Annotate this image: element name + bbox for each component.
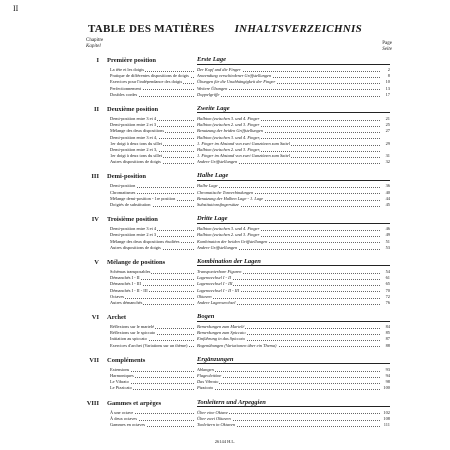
entry-title-de: Halbton (zwischen 2. und 3. Finger, [197, 147, 380, 153]
toc-section [90, 105, 390, 173]
page-title [0, 19, 450, 37]
entry-page-number: 102 [380, 410, 390, 416]
entry-page-number: 100 [380, 385, 390, 391]
section-title-fr: Demi-position [107, 173, 146, 181]
entry-page-number: 49 [380, 232, 390, 238]
section-title-de: Zweite Lage [197, 105, 390, 114]
entry-title-fr: Demi-position entre 3 et 4, [110, 135, 194, 141]
entry-title-de: Über eine Oktave [197, 410, 380, 416]
section-number: IV [91, 216, 99, 224]
entry-page-number: 93 [380, 367, 390, 373]
entry-title-de: Ablangen [197, 367, 380, 373]
entry-title-fr: Perfectionnement [110, 86, 194, 92]
entry-title-de: Halbe Lage [197, 183, 380, 189]
entry-title-de: Tonleitern in Oktaven [197, 422, 380, 428]
entry-page-number: 36 [380, 183, 390, 189]
entry-page-number: 72 [380, 294, 390, 300]
section-title-fr: Archet [107, 314, 127, 322]
entry-page-number: 65 [380, 281, 390, 287]
section-number: V [94, 258, 99, 266]
entry-page-number: 94 [380, 373, 390, 379]
section-number: II [93, 105, 99, 113]
entry-page-number: 85 [380, 330, 390, 336]
entry-page-number: 98 [380, 379, 390, 385]
entry-page-number: 108 [380, 416, 390, 422]
entry-page-number: 10 [380, 79, 390, 85]
toc-entry [90, 92, 390, 98]
entry-title-de: Lagenwechsel I - III [197, 281, 380, 287]
entry-title-fr: Initiation au spiccato [110, 336, 194, 342]
toc-entry [90, 245, 390, 251]
entry-title-de: Bogenübungen (Variationen über ein Thema) [197, 343, 380, 349]
entry-title-de: Pizzicato [197, 385, 380, 391]
entry-page-number: 45 [380, 202, 390, 208]
entry-page-number: 32 [380, 159, 390, 165]
entry-title-fr: Doubles cordes [110, 92, 194, 98]
section-title-fr: Première position [107, 57, 157, 64]
entry-title-fr: 1er doigt à deux tons du sillet [110, 141, 194, 147]
toc-entry [90, 385, 390, 391]
section-title-fr: Compléments [107, 356, 146, 364]
toc-section [90, 313, 390, 356]
entry-title-fr: Réflexions sur le spiccato [110, 330, 194, 336]
section-number: VI [91, 314, 99, 322]
chapter-label-fr: Chapitre [86, 38, 104, 43]
entry-title-de: Einführung in das Spiccato [197, 336, 380, 342]
section-title-de: Tonleitern und Arpeggien [197, 399, 390, 408]
section-number: VII [89, 356, 99, 364]
toc-entry [90, 422, 390, 428]
entry-title-de: Kombination der beiden Griffstellungen [197, 239, 380, 245]
entry-title-fr: Demi-position [110, 183, 194, 189]
entry-page-number: 21 [380, 116, 390, 122]
entry-title-fr: Démanchés I - II - III [110, 288, 194, 294]
entry-title-de: Über zwei Oktaven [197, 416, 380, 422]
entry-page-number: 88 [380, 343, 390, 349]
section-title-de: Dritte Lage [197, 215, 390, 224]
entry-title-fr: La tête et les doigts [110, 67, 194, 73]
section-heading [90, 258, 390, 269]
entry-page-number: 29 [380, 141, 390, 147]
toc-section [90, 172, 390, 215]
entry-title-de: Substitutionsfingersätze [197, 202, 380, 208]
chapter-column-header [86, 38, 103, 50]
entry-title-fr: Autres démanchés [110, 300, 194, 306]
entry-title-de: Halbton (zwischen 2. und 3. Finger [197, 122, 380, 128]
page-label-fr: Page [382, 41, 392, 46]
toc-entry [90, 300, 390, 306]
entry-title-fr: Démanchés I - III [110, 281, 194, 287]
entry-page-number: 8 [380, 73, 390, 79]
entry-page-number: 87 [380, 336, 390, 342]
entry-title-de: Halbton (zwischen 2. und 3. Finger [197, 232, 380, 238]
toc-section [86, 398, 390, 429]
toc-section [90, 356, 390, 399]
entry-page-number: 51 [380, 239, 390, 245]
entry-title-fr: Mélange des deux dispositions étudiées [110, 239, 194, 245]
entry-title-fr: Démanchés I - II [110, 275, 194, 281]
entry-title-fr: Autres dispositions de doigts [110, 159, 194, 165]
title-german: INHALTSVERZEICHNIS [234, 23, 363, 35]
entry-page-number: 17 [380, 92, 390, 98]
entry-title-fr: À deux octaves [110, 416, 194, 422]
toc-section [90, 56, 390, 105]
entry-title-fr: Le Vibrato [110, 379, 194, 385]
entry-title-de: Benutzung der Halben Lage - 1. Lage [197, 196, 380, 202]
entry-title-de: Andere Griffstellungen [197, 159, 380, 165]
section-heading [90, 313, 390, 324]
page-column-header [372, 41, 392, 53]
chapter-label-de: Kapitel [86, 44, 101, 49]
entry-title-de: Der Kopf und die Finger [197, 67, 380, 73]
toc-section [90, 215, 390, 258]
entry-title-fr: Demi-position entre 2 et 3 [110, 122, 194, 128]
entry-title-de: Oktaven [197, 294, 380, 300]
section-title-fr: Troisième position [107, 216, 158, 224]
page-number: II [13, 4, 19, 13]
section-heading [90, 56, 390, 67]
entry-title-fr: Réflexions sur le martelé [110, 324, 194, 330]
entry-title-de: Andere Lagenwechsel [197, 300, 380, 306]
entry-title-fr: Mélange demi-position - 1re position [110, 196, 194, 202]
entry-page-number: 76 [380, 300, 390, 306]
section-title-fr: Deuxième position [107, 105, 159, 113]
toc-entry [90, 202, 390, 208]
entry-title-fr: Mélange des deux dispositions [110, 128, 194, 134]
section-title-fr: Gammes et arpèges [107, 399, 162, 407]
entry-title-fr: 1er doigt à deux tons du sillet [110, 153, 194, 159]
entry-title-de: Bemerkungen zum Spiccato [197, 330, 380, 336]
section-heading [90, 215, 390, 226]
entry-title-de: Flageolettöne [197, 373, 380, 379]
entry-title-fr: Demi-position entre 2 et 3, [110, 147, 194, 153]
entry-title-de: Das Vibrato [197, 379, 380, 385]
entry-page-number: 13 [380, 86, 390, 92]
entry-title-fr: Exercices pour l'indépendance des doigts [110, 79, 194, 85]
entry-page-number: 111 [380, 422, 390, 428]
entry-title-fr: Schémas transposables [110, 269, 194, 275]
footer-plate-number: 26144 H.L. [214, 439, 236, 444]
entry-page-number: 40 [380, 190, 390, 196]
entry-title-de: Halbton (zwischen 3. und 4. Finger [197, 226, 380, 232]
entry-title-de: Halbton (zwischen 3. und 4. Finger, [197, 135, 380, 141]
entry-title-de: Doppelgriffe [197, 92, 380, 98]
entry-page-number: 25 [380, 122, 390, 128]
entry-title-fr: Harmoniques [110, 373, 194, 379]
entry-title-de: 1. Finger im Abstand von zwei Ganztönen zum Sattel [197, 153, 380, 159]
section-number: VIII [86, 399, 99, 407]
entry-title-de: Übungen für die Unabhängigkeit der Finger [197, 79, 380, 85]
section-number: III [91, 173, 99, 181]
entry-page-number: 31 [380, 153, 390, 159]
section-heading [86, 398, 390, 410]
page-label-de: Seite [382, 47, 392, 52]
entry-page-number: 61 [380, 275, 390, 281]
entry-title-de: Benutzung der beiden Griffstellungen [197, 128, 380, 134]
entry-title-de: Lagenwechsel I - II - III [197, 288, 380, 294]
table-of-contents [86, 56, 390, 428]
toc-entry [90, 343, 390, 349]
entry-title-fr: Demi-position entre 3 et 4 [110, 226, 194, 232]
entry-title-fr: Doigtés de substitution [110, 202, 194, 208]
section-heading [90, 105, 390, 116]
entry-title-fr: Octaves [110, 294, 194, 300]
section-heading [90, 356, 390, 367]
entry-title-fr: Demi-position entre 2 et 3 [110, 232, 194, 238]
entry-title-fr: Autres dispositions de doigts [110, 245, 194, 251]
entry-page-number: 54 [380, 269, 390, 275]
entry-title-fr: À une octave [110, 410, 194, 416]
entry-page-number: 2 [380, 67, 390, 73]
entry-title-de: Bemerkungen zum Martelé [197, 324, 380, 330]
section-number: I [96, 57, 99, 64]
entry-title-fr: Pratique de différentes dispositions de doigts [110, 73, 194, 79]
entry-title-de: 1. Finger im Abstand von zwei Ganztönen zum Sattel [197, 141, 380, 147]
entry-page-number: 70 [380, 288, 390, 294]
toc-section [90, 258, 390, 313]
entry-page-number: 53 [380, 245, 390, 251]
section-title-fr: Mélange de positions [107, 258, 166, 266]
section-heading [90, 172, 390, 183]
entry-title-fr: Extensions [110, 367, 194, 373]
section-title-de: Kombination der Lagen [197, 258, 390, 267]
entry-page-number: 44 [380, 196, 390, 202]
entry-title-fr: Demi-position entre 3 et 4 [110, 116, 194, 122]
section-title-de: Erste Lage [197, 56, 390, 65]
toc-entry [90, 159, 390, 165]
title-french: TABLE DES MATIÈRES [87, 23, 215, 35]
entry-title-de: Chromatische Tonverbindungen [197, 190, 380, 196]
entry-title-de: Transponierbare Figuren [197, 269, 380, 275]
entry-title-de: Weitere Übungen [197, 86, 380, 92]
entry-title-fr: Le Pizzicato [110, 385, 194, 391]
entry-title-de: Lagenwechsel I - II [197, 275, 380, 281]
entry-title-fr: Chromatismes [110, 190, 194, 196]
entry-page-number: 27 [380, 128, 390, 134]
entry-page-number: 84 [380, 324, 390, 330]
entry-title-de: Andere Griffstellungen [197, 245, 380, 251]
section-title-de: Bogen [197, 313, 390, 322]
section-title-de: Halbe Lage [197, 172, 390, 181]
entry-title-de: Anwendung verschiedener Griffstellungen [197, 73, 380, 79]
entry-title-de: Halbton (zwischen 3. und 4. Finger [197, 116, 380, 122]
entry-page-number: 46 [380, 226, 390, 232]
entry-title-fr: Exercices d'archet (Variations sur un thème) [110, 343, 194, 349]
section-title-de: Ergänzungen [197, 356, 390, 365]
entry-title-fr: Gammes en octaves [110, 422, 194, 428]
